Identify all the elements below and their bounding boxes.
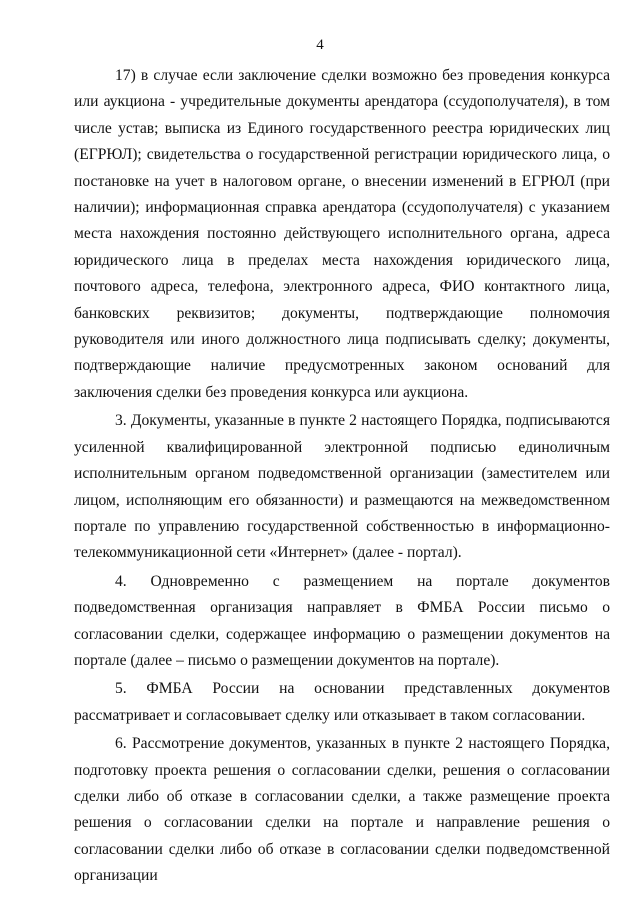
paragraph-3: 3. Документы, указанные в пункте 2 настоящего Порядка, подписываются усиленной квалифицированной электронной подписью единоличным исполнительным органом подведомственной организации (заместителем или лицом, исполняющим его обязанности) и размещаются на межведомственном портале по управлению государственной собственностью в информационно-телекоммуникационной сети «Интернет» (далее - портал).: [74, 412, 610, 562]
paragraph-6: 6. Рассмотрение документов, указанных в пункте 2 настоящего Порядка, подготовку проекта решения о согласовании сделки, решения о согласовании сделки либо об отказе в согласовании сделки, а также размещение проекта решения о согласовании сделки на портале и направление решения о согласовании сделки либо об отказе в согласовании сделки подведомственной организации: [74, 735, 610, 885]
document-body: [74, 63, 610, 890]
paragraph-5: 5. ФМБА России на основании представленных документов рассматривает и согласовывает сделку или отказывает в таком согласовании.: [74, 680, 610, 724]
page-number: 4: [316, 37, 324, 53]
paragraph-item-17: 17) в случае если заключение сделки возможно без проведения конкурса или аукциона - учредительные документы арендатора (ссудополучателя), в том числе устав; выписка из Единого государственного реестра юридических лиц (ЕГРЮЛ); свидетельства о государственной регистрации юридического лица, о постановке на учет в налоговом органе, о внесении изменений в ЕГРЮЛ (при наличии); информационная справка арендатора (ссудополучателя) с указанием места нахождения постоянно действующего исполнительного органа, адреса юридического лица в пределах места нахождения юридического лица, почтового адреса, телефона, электронного адреса, ФИО контактного лица, банковских реквизитов; документы, подтверждающие полномочия руководителя или иного должностного лица подписывать сделку; документы, подтверждающие наличие предусмотренных законом оснований для заключения сделки без проведения конкурса или аукциона.: [74, 67, 610, 401]
paragraph-4: 4. Одновременно с размещением на портале документов подведомственная организация направляет в ФМБА России письмо о согласовании сделки, содержащее информацию о размещении документов на портале (далее – письмо о размещении документов на портале).: [74, 572, 610, 669]
